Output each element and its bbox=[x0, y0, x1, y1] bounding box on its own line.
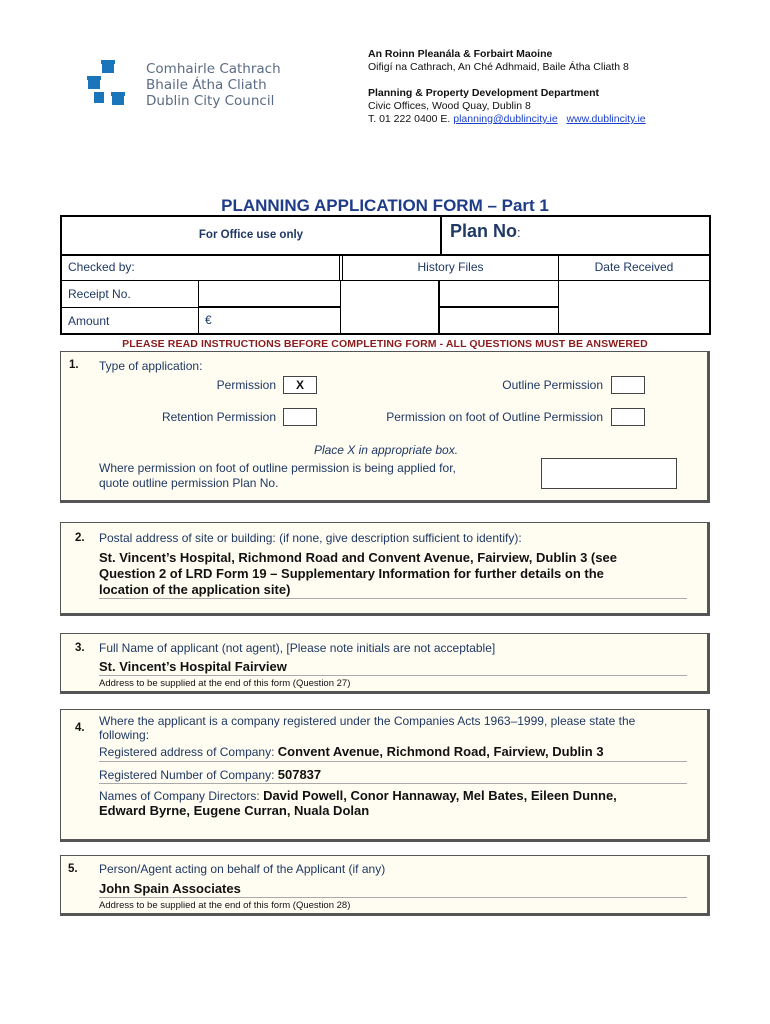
department-irish: An Roinn Pleanála & Forbairt Maoine bbox=[368, 48, 553, 60]
directors-value-line-1[interactable]: David Powell, Conor Hannaway, Mel Bates, Eileen Dunne, bbox=[263, 788, 617, 803]
question-5-section bbox=[60, 855, 710, 916]
retention-permission-checkbox[interactable] bbox=[283, 408, 317, 426]
address-english: Civic Offices, Wood Quay, Dublin 8 bbox=[368, 100, 531, 112]
agent-address-note: Address to be supplied at the end of this form (Question 28) bbox=[99, 900, 351, 911]
question-1-section bbox=[60, 351, 710, 503]
form-title: PLANNING APPLICATION FORM – Part 1 bbox=[221, 196, 549, 215]
outline-permission-label: Outline Permission bbox=[502, 378, 603, 392]
agent-name-value[interactable]: John Spain Associates bbox=[99, 881, 241, 896]
applicant-address-note: Address to be supplied at the end of this form (Question 27) bbox=[99, 678, 351, 689]
department-header bbox=[368, 48, 708, 126]
company-question-line-2: following: bbox=[99, 728, 150, 742]
registered-address-value[interactable]: Convent Avenue, Richmond Road, Fairview, Dublin 3 bbox=[277, 744, 604, 759]
office-use-header bbox=[60, 215, 711, 256]
logo-text-irish-1: Comhairle Cathrach bbox=[146, 61, 281, 77]
directors-value-line-2[interactable]: Edward Byrne, Eugene Curran, Nuala Dolan bbox=[99, 803, 370, 818]
question-number: 2. bbox=[75, 532, 85, 544]
council-logo bbox=[86, 58, 286, 118]
amount-field[interactable]: € bbox=[198, 306, 341, 333]
history-files-label: History Files bbox=[342, 254, 559, 281]
site-address-line-3[interactable]: location of the application site) bbox=[99, 582, 291, 597]
permission-foot-outline-checkbox[interactable] bbox=[611, 408, 645, 426]
office-use-table bbox=[60, 254, 711, 335]
castle-icon bbox=[86, 60, 130, 110]
phone-text: T. 01 222 0400 E. bbox=[368, 113, 451, 125]
contact-line bbox=[368, 113, 708, 126]
answer-underline bbox=[99, 897, 687, 898]
question-number: 4. bbox=[75, 722, 85, 734]
question-3-section bbox=[60, 633, 710, 694]
applicant-name-label: Full Name of applicant (not agent), [Please note initials are not acceptable] bbox=[99, 641, 496, 655]
history-file-cell-1[interactable] bbox=[438, 280, 559, 308]
office-use-label: For Office use only bbox=[62, 217, 442, 254]
receipt-no-field[interactable] bbox=[198, 280, 341, 308]
directors-label: Names of Company Directors: bbox=[99, 789, 260, 803]
answer-underline bbox=[99, 598, 687, 599]
address-irish: Oifigí na Cathrach, An Ché Adhmaid, Baile Átha Cliath 8 bbox=[368, 61, 629, 73]
application-type-label: Type of application: bbox=[99, 359, 203, 373]
answer-underline bbox=[99, 761, 687, 762]
company-question-line-1: Where the applicant is a company registered under the Companies Acts 1963–1999, please state the bbox=[99, 714, 636, 728]
place-x-instruction: Place X in appropriate box. bbox=[313, 443, 459, 457]
plan-no-label: Plan No: bbox=[450, 221, 521, 241]
registered-number-label: Registered Number of Company: bbox=[99, 768, 275, 782]
outline-permission-checkbox[interactable] bbox=[611, 376, 645, 394]
question-number: 5. bbox=[68, 863, 78, 875]
registered-number-row bbox=[99, 767, 321, 782]
answer-underline bbox=[99, 675, 687, 676]
directors-row bbox=[99, 788, 617, 803]
email-link[interactable]: planning@dublincity.ie bbox=[453, 113, 558, 125]
agent-label: Person/Agent acting on behalf of the Applicant (if any) bbox=[99, 862, 386, 876]
permission-label: Permission bbox=[216, 378, 276, 392]
logo-text-english: Dublin City Council bbox=[146, 93, 275, 109]
site-address-line-2[interactable]: Question 2 of LRD Form 19 – Supplementary Information for further details on the bbox=[99, 566, 604, 581]
history-file-cell-2[interactable] bbox=[438, 306, 559, 333]
amount-label: Amount bbox=[68, 314, 110, 328]
question-2-section bbox=[60, 522, 710, 616]
date-received-divider bbox=[558, 280, 562, 333]
date-received-label: Date Received bbox=[559, 254, 709, 281]
outline-note-line-1: Where permission on foot of outline permission is being applied for, bbox=[99, 461, 456, 475]
department-english: Planning & Property Development Department bbox=[368, 87, 600, 99]
checked-by-label: Checked by: bbox=[62, 254, 340, 281]
registered-number-value[interactable]: 507837 bbox=[277, 767, 322, 782]
permission-foot-outline-label: Permission on foot of Outline Permission bbox=[386, 410, 603, 424]
question-number: 1. bbox=[69, 359, 79, 371]
instructions-warning: PLEASE READ INSTRUCTIONS BEFORE COMPLETING FORM - ALL QUESTIONS MUST BE ANSWERED bbox=[122, 338, 648, 350]
question-4-section bbox=[60, 709, 710, 842]
applicant-name-value[interactable]: St. Vincent’s Hospital Fairview bbox=[99, 659, 287, 674]
outline-note-line-2: quote outline permission Plan No. bbox=[99, 476, 279, 490]
answer-underline bbox=[99, 783, 687, 784]
question-number: 3. bbox=[75, 642, 85, 654]
retention-permission-label: Retention Permission bbox=[161, 410, 276, 424]
logo-text-irish-2: Bhaile Átha Cliath bbox=[146, 77, 267, 93]
outline-plan-no-field[interactable] bbox=[541, 458, 677, 489]
history-file-cell-left[interactable] bbox=[340, 280, 440, 333]
site-address-line-1[interactable]: St. Vincent’s Hospital, Richmond Road and Convent Avenue, Fairview, Dublin 3 (see bbox=[99, 550, 617, 565]
postal-address-label: Postal address of site or building: (if none, give description sufficient to identify): bbox=[99, 531, 522, 545]
registered-address-row bbox=[99, 744, 604, 759]
registered-address-label: Registered address of Company: bbox=[99, 745, 275, 759]
receipt-no-label: Receipt No. bbox=[62, 281, 199, 308]
permission-checkbox[interactable]: X bbox=[283, 376, 317, 394]
website-link[interactable]: www.dublincity.ie bbox=[566, 113, 646, 125]
